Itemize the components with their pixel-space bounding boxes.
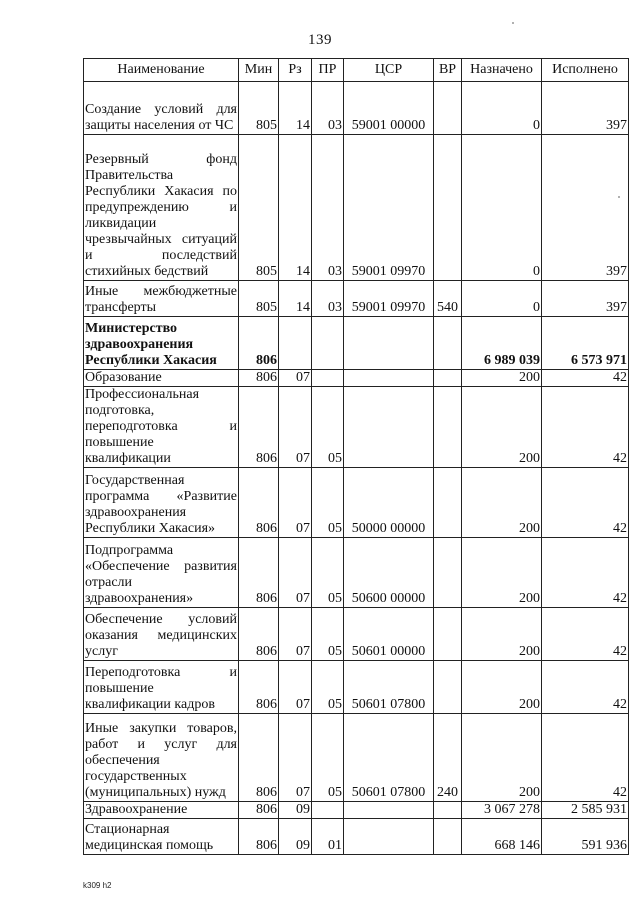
cell-min: 805 [239, 135, 279, 281]
budget-table [83, 58, 629, 855]
cell-pr: 05 [312, 468, 344, 538]
cell-vr [434, 317, 462, 370]
cell-name: Создание условий для защиты населения от ЧС [84, 82, 239, 135]
page-number: 139 [308, 32, 332, 48]
column-header-rz: Рз [279, 59, 312, 82]
cell-name: Профессиональная подготовка, переподготовка и повышение квалификации [85, 387, 237, 466]
cell-min: 805 [239, 82, 279, 135]
cell-pr: 05 [312, 387, 344, 468]
cell-vr [434, 387, 462, 468]
cell-executed: 42 [542, 714, 629, 802]
column-header-csr: ЦСР [344, 59, 434, 82]
cell-assigned: 668 146 [462, 819, 542, 855]
table-row [84, 819, 629, 855]
cell-assigned: 0 [462, 135, 542, 281]
cell-rz: 07 [279, 608, 312, 661]
cell-csr [344, 802, 434, 819]
cell-rz: 14 [279, 281, 312, 317]
cell-vr [434, 819, 462, 855]
cell-csr: 50000 00000 [344, 468, 434, 538]
table-row [84, 661, 629, 714]
column-header-name: Наименование [84, 59, 239, 82]
cell-executed: 42 [542, 370, 629, 387]
cell-csr [344, 370, 434, 387]
cell-name: Переподготовка и повышение квалификации кадров [84, 661, 239, 714]
column-header-min: Мин [239, 59, 279, 82]
cell-pr [312, 370, 344, 387]
cell-pr [312, 802, 344, 819]
cell-rz: 07 [279, 538, 312, 608]
cell-assigned: 200 [462, 370, 542, 387]
table-row [84, 802, 629, 819]
cell-rz: 09 [279, 819, 312, 855]
cell-assigned: 200 [462, 608, 542, 661]
table-row [84, 468, 629, 538]
cell-vr [434, 661, 462, 714]
cell-assigned: 3 067 278 [462, 802, 542, 819]
cell-executed: 42 [542, 538, 629, 608]
cell-vr: 540 [434, 281, 462, 317]
cell-rz: 07 [279, 468, 312, 538]
cell-executed: 2 585 931 [542, 802, 629, 819]
cell-rz: 07 [279, 370, 312, 387]
cell-name: Резервный фонд Правительства Республики Хакасия по предупреждению и ликвидации чрезвычайных ситуаций и последствий стихийных бедствий [84, 135, 239, 281]
cell-name: Государственная программа «Развитие здравоохранения Республики Хакасия» [84, 468, 239, 538]
cell-name: Иные закупки товаров, работ и услуг для обеспечения государственных (муниципальных) нужд [84, 714, 239, 802]
scan-dot [618, 196, 620, 198]
cell-vr: 240 [434, 714, 462, 802]
table-row [84, 135, 629, 281]
cell-name: Министерство здравоохранения Республики Хакасия [84, 317, 239, 370]
cell-min: 806 [239, 387, 279, 468]
cell-name: Обеспечение условий оказания медицинских услуг [84, 608, 239, 661]
cell-min: 806 [239, 714, 279, 802]
cell-pr: 05 [312, 661, 344, 714]
cell-assigned: 200 [462, 714, 542, 802]
cell-csr [344, 387, 434, 468]
cell-rz: 09 [279, 802, 312, 819]
cell-assigned: 200 [462, 387, 542, 468]
cell-name: Здравоохранение [84, 802, 239, 819]
cell-executed: 591 936 [542, 819, 629, 855]
cell-assigned: 6 989 039 [462, 317, 542, 370]
cell-rz [279, 317, 312, 370]
scan-dot [512, 22, 514, 24]
column-header-executed: Исполнено [542, 59, 629, 82]
table-body [84, 82, 629, 855]
cell-pr: 03 [312, 82, 344, 135]
cell-name: Подпрограмма «Обеспечение развития отрасли здравоохранения» [84, 538, 239, 608]
column-header-assigned: Назначено [462, 59, 542, 82]
cell-pr [312, 317, 344, 370]
cell-csr: 59001 09970 [344, 281, 434, 317]
cell-min: 806 [239, 819, 279, 855]
cell-min: 806 [239, 538, 279, 608]
cell-rz: 07 [279, 661, 312, 714]
cell-pr: 05 [312, 538, 344, 608]
cell-pr: 03 [312, 281, 344, 317]
cell-csr: 50600 00000 [344, 538, 434, 608]
table-row [84, 387, 629, 468]
table-row [84, 281, 629, 317]
cell-executed: 397 [542, 281, 629, 317]
cell-min: 806 [239, 661, 279, 714]
cell-min: 806 [239, 608, 279, 661]
cell-rz: 07 [279, 714, 312, 802]
cell-vr [434, 538, 462, 608]
column-header-pr: ПР [312, 59, 344, 82]
cell-vr [434, 468, 462, 538]
table-header-row [84, 59, 629, 82]
cell-executed: 397 [542, 135, 629, 281]
cell-pr: 03 [312, 135, 344, 281]
cell-executed: 42 [542, 387, 629, 468]
cell-min: 806 [239, 802, 279, 819]
cell-min: 805 [239, 281, 279, 317]
cell-executed: 42 [542, 468, 629, 538]
cell-pr: 05 [312, 608, 344, 661]
cell-assigned: 0 [462, 82, 542, 135]
cell-csr: 50601 00000 [344, 608, 434, 661]
cell-rz: 14 [279, 135, 312, 281]
cell-pr: 05 [312, 714, 344, 802]
cell-min: 806 [239, 317, 279, 370]
cell-csr [344, 819, 434, 855]
cell-executed: 6 573 971 [542, 317, 629, 370]
cell-name: Стационарная медицинская помощь [84, 819, 239, 855]
cell-vr [434, 608, 462, 661]
cell-executed: 42 [542, 661, 629, 714]
cell-csr: 50601 07800 [344, 661, 434, 714]
cell-executed: 42 [542, 608, 629, 661]
cell-assigned: 0 [462, 281, 542, 317]
table-row [84, 317, 629, 370]
cell-name: Иные межбюджетные трансферты [84, 281, 239, 317]
table-row [84, 370, 629, 387]
cell-rz: 14 [279, 82, 312, 135]
cell-executed: 397 [542, 82, 629, 135]
cell-assigned: 200 [462, 468, 542, 538]
cell-assigned: 200 [462, 538, 542, 608]
cell-rz: 07 [279, 387, 312, 468]
cell-assigned: 200 [462, 661, 542, 714]
footer-code: k309 h2 [83, 881, 112, 890]
cell-vr [434, 802, 462, 819]
cell-vr [434, 82, 462, 135]
table-row [84, 608, 629, 661]
cell-vr [434, 370, 462, 387]
cell-csr: 50601 07800 [344, 714, 434, 802]
column-header-vr: ВР [434, 59, 462, 82]
cell-min: 806 [239, 468, 279, 538]
cell-pr: 01 [312, 819, 344, 855]
cell-min: 806 [239, 370, 279, 387]
cell-vr [434, 135, 462, 281]
table-row [84, 82, 629, 135]
table-row [84, 538, 629, 608]
table-row [84, 714, 629, 802]
cell-name: Образование [84, 370, 239, 387]
cell-csr: 59001 09970 [344, 135, 434, 281]
cell-csr [344, 317, 434, 370]
cell-csr: 59001 00000 [344, 82, 434, 135]
